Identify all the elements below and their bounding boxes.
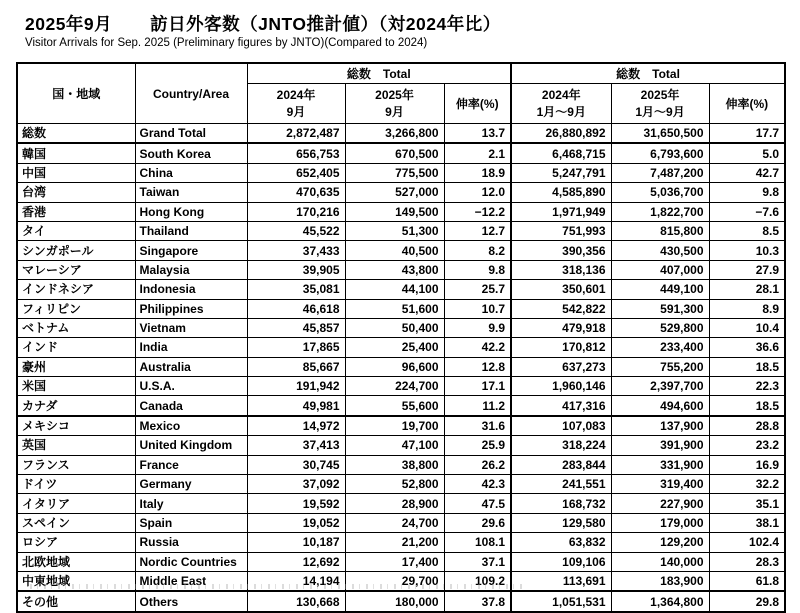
cum-2024-value: 318,136: [511, 260, 611, 279]
cum-2024-value: 417,316: [511, 396, 611, 416]
cum-growth-value: 42.7: [709, 163, 785, 182]
cum-2024-value: 113,691: [511, 571, 611, 591]
sep-2025-value: 38,800: [345, 455, 444, 474]
sep-2025-value: 3,266,800: [345, 124, 444, 144]
sep-2025-value: 50,400: [345, 318, 444, 337]
header-group-month-label: 総数 Total: [346, 67, 411, 81]
table-row: [17, 143, 785, 163]
region-name-en: Vietnam: [135, 318, 247, 337]
table-row: [17, 377, 785, 396]
cum-2024-value: 350,601: [511, 280, 611, 299]
sep-growth-value: 29.6: [444, 513, 511, 532]
table-row: [17, 416, 785, 436]
sep-growth-value: 18.9: [444, 163, 511, 182]
region-name-en: Thailand: [135, 221, 247, 240]
table-row: [17, 475, 785, 494]
cum-2025-value: 227,900: [611, 494, 709, 513]
region-name-en: France: [135, 455, 247, 474]
sep-growth-value: 26.2: [444, 455, 511, 474]
sep-2025-value: 43,800: [345, 260, 444, 279]
cum-2024-value: 241,551: [511, 475, 611, 494]
region-name-jp: カナダ: [17, 396, 135, 416]
region-name-en: Nordic Countries: [135, 552, 247, 571]
sep-2024-value: 652,405: [247, 163, 345, 182]
header-group-cumulative-total: [511, 63, 785, 84]
sep-growth-value: 12.7: [444, 221, 511, 240]
sep-2025-value: 21,200: [345, 533, 444, 552]
sep-growth-value: 13.7: [444, 124, 511, 144]
header-region-jp-label: 国・地域: [52, 87, 101, 101]
sep-2024-value: 85,667: [247, 357, 345, 376]
sep-growth-value: 42.3: [444, 475, 511, 494]
header-month-2024: [247, 84, 345, 124]
sep-2024-value: 49,981: [247, 396, 345, 416]
cum-2025-value: 2,397,700: [611, 377, 709, 396]
sep-2024-value: 39,905: [247, 260, 345, 279]
sep-growth-value: 37.1: [444, 552, 511, 571]
region-name-en: Italy: [135, 494, 247, 513]
table-row: [17, 202, 785, 221]
region-name-jp: ドイツ: [17, 475, 135, 494]
sep-growth-value: 12.8: [444, 357, 511, 376]
cum-growth-value: 36.6: [709, 338, 785, 357]
cum-2024-value: 1,051,531: [511, 591, 611, 611]
header-cum-2024-year: 2024年: [541, 87, 581, 102]
region-name-jp: イタリア: [17, 494, 135, 513]
table-row: [17, 513, 785, 532]
header-region-en-label: Country/Area: [152, 86, 229, 101]
region-name-jp: インドネシア: [17, 280, 135, 299]
sep-2024-value: 130,668: [247, 591, 345, 611]
sep-2025-value: 29,700: [345, 571, 444, 591]
cum-growth-value: 29.8: [709, 591, 785, 611]
cum-growth-value: 28.3: [709, 552, 785, 571]
cum-growth-value: 22.3: [709, 377, 785, 396]
cum-2025-value: 140,000: [611, 552, 709, 571]
header-group-cumulative-label: 総数 Total: [616, 67, 680, 81]
sep-2025-value: 224,700: [345, 377, 444, 396]
cum-2024-value: 107,083: [511, 416, 611, 436]
sep-2024-value: 45,857: [247, 318, 345, 337]
region-name-en: U.S.A.: [135, 377, 247, 396]
region-name-jp: ベトナム: [17, 318, 135, 337]
sep-2024-value: 2,872,487: [247, 124, 345, 144]
sep-2024-value: 12,692: [247, 552, 345, 571]
region-name-jp: インド: [17, 338, 135, 357]
cum-2024-value: 26,880,892: [511, 124, 611, 144]
cum-2024-value: 4,585,890: [511, 183, 611, 202]
cum-growth-value: 18.5: [709, 357, 785, 376]
cum-2025-value: 407,000: [611, 260, 709, 279]
cum-2025-value: 5,036,700: [611, 183, 709, 202]
region-name-jp: 香港: [17, 202, 135, 221]
region-name-en: Malaysia: [135, 260, 247, 279]
region-name-en: Philippines: [135, 299, 247, 318]
sep-2024-value: 17,865: [247, 338, 345, 357]
sep-2024-value: 19,592: [247, 494, 345, 513]
cum-2024-value: 6,468,715: [511, 143, 611, 163]
header-cum-2025-year: 2025年: [640, 87, 680, 102]
cum-2024-value: 318,224: [511, 436, 611, 455]
cum-2024-value: 479,918: [511, 318, 611, 337]
header-cum-2024: [511, 84, 611, 124]
cum-growth-value: 10.4: [709, 318, 785, 337]
cum-2024-value: 170,812: [511, 338, 611, 357]
sep-growth-value: 31.6: [444, 416, 511, 436]
sep-2025-value: 17,400: [345, 552, 444, 571]
cum-growth-value: 27.9: [709, 260, 785, 279]
cum-2025-value: 1,364,800: [611, 591, 709, 611]
table-row: [17, 183, 785, 202]
region-name-en: Spain: [135, 513, 247, 532]
region-name-jp: ロシア: [17, 533, 135, 552]
visitor-arrivals-table: [16, 62, 786, 613]
sep-growth-value: 2.1: [444, 143, 511, 163]
sep-2024-value: 37,092: [247, 475, 345, 494]
sep-2025-value: 25,400: [345, 338, 444, 357]
region-name-jp: 英国: [17, 436, 135, 455]
cum-2025-value: 391,900: [611, 436, 709, 455]
sep-2025-value: 96,600: [345, 357, 444, 376]
sep-growth-value: 25.9: [444, 436, 511, 455]
sep-growth-value: 9.8: [444, 260, 511, 279]
sep-2024-value: 14,972: [247, 416, 345, 436]
cum-growth-value: 8.5: [709, 221, 785, 240]
cum-2025-value: 137,900: [611, 416, 709, 436]
sep-2024-value: 35,081: [247, 280, 345, 299]
sep-growth-value: 109.2: [444, 571, 511, 591]
cum-growth-value: 32.2: [709, 475, 785, 494]
region-name-jp: マレーシア: [17, 260, 135, 279]
region-name-en: Taiwan: [135, 183, 247, 202]
header-cum-2025: [611, 84, 709, 124]
cum-2025-value: 1,822,700: [611, 202, 709, 221]
cum-2025-value: 7,487,200: [611, 163, 709, 182]
header-month-2025-year: 2025年: [375, 87, 414, 102]
cutoff-footnote-line: [30, 584, 522, 589]
sep-growth-value: 37.8: [444, 591, 511, 611]
region-name-jp: その他: [17, 591, 135, 611]
cum-2025-value: 31,650,500: [611, 124, 709, 144]
sep-2025-value: 24,700: [345, 513, 444, 532]
header-month-2024-month: 9月: [286, 104, 306, 119]
region-name-jp: メキシコ: [17, 416, 135, 436]
region-name-en: Germany: [135, 475, 247, 494]
sep-growth-value: 25.7: [444, 280, 511, 299]
header-month-2025-month: 9月: [385, 104, 404, 119]
sep-2025-value: 40,500: [345, 241, 444, 260]
cum-2024-value: 5,247,791: [511, 163, 611, 182]
header-cum-growth: [709, 84, 785, 124]
region-name-en: India: [135, 338, 247, 357]
table-row: [17, 280, 785, 299]
region-name-en: Grand Total: [135, 124, 247, 144]
sep-2025-value: 527,000: [345, 183, 444, 202]
sep-2025-value: 28,900: [345, 494, 444, 513]
page-title: [25, 11, 501, 36]
sep-growth-value: 47.5: [444, 494, 511, 513]
table-row: [17, 124, 785, 144]
sep-2025-value: 180,000: [345, 591, 444, 611]
cum-2024-value: 63,832: [511, 533, 611, 552]
sep-growth-value: 8.2: [444, 241, 511, 260]
cum-2025-value: 179,000: [611, 513, 709, 532]
region-name-jp: 台湾: [17, 183, 135, 202]
sep-growth-value: 11.2: [444, 396, 511, 416]
cum-2024-value: 751,993: [511, 221, 611, 240]
cum-2024-value: 1,971,949: [511, 202, 611, 221]
sep-growth-value: 42.2: [444, 338, 511, 357]
table-row: [17, 318, 785, 337]
region-name-en: South Korea: [135, 143, 247, 163]
cum-2024-value: 168,732: [511, 494, 611, 513]
sep-2024-value: 30,745: [247, 455, 345, 474]
region-name-jp: シンガポール: [17, 241, 135, 260]
cum-growth-value: 28.8: [709, 416, 785, 436]
sep-2025-value: 55,600: [345, 396, 444, 416]
sep-2024-value: 170,216: [247, 202, 345, 221]
header-cum-growth-label: 伸率(%): [725, 97, 769, 111]
cum-2024-value: 542,822: [511, 299, 611, 318]
cum-growth-value: 5.0: [709, 143, 785, 163]
cum-growth-value: 9.8: [709, 183, 785, 202]
sep-growth-value: 9.9: [444, 318, 511, 337]
table-row: [17, 163, 785, 182]
cum-growth-value: 28.1: [709, 280, 785, 299]
region-name-jp: スペイン: [17, 513, 135, 532]
table-header: [17, 63, 785, 124]
sep-2024-value: 191,942: [247, 377, 345, 396]
cum-2025-value: 233,400: [611, 338, 709, 357]
table-row: [17, 494, 785, 513]
cum-2025-value: 755,200: [611, 357, 709, 376]
sep-growth-value: 10.7: [444, 299, 511, 318]
header-cum-2024-range: 1月～9月: [536, 104, 586, 119]
sep-growth-value: −12.2: [444, 202, 511, 221]
cum-2025-value: 529,800: [611, 318, 709, 337]
cum-growth-value: 23.2: [709, 436, 785, 455]
cum-growth-value: 102.4: [709, 533, 785, 552]
cum-2025-value: 449,100: [611, 280, 709, 299]
header-month-growth-label: 伸率(%): [455, 97, 499, 111]
sep-2024-value: 37,413: [247, 436, 345, 455]
header-group-row: [17, 63, 785, 84]
cum-growth-value: 18.5: [709, 396, 785, 416]
region-name-jp: フランス: [17, 455, 135, 474]
cum-2025-value: 6,793,600: [611, 143, 709, 163]
region-name-jp: 総数: [17, 124, 135, 144]
title-date: 2025年9月: [25, 14, 113, 34]
cum-growth-value: 10.3: [709, 241, 785, 260]
sep-2024-value: 37,433: [247, 241, 345, 260]
region-name-jp: 豪州: [17, 357, 135, 376]
header-group-month-total: [247, 63, 511, 84]
cum-2024-value: 1,960,146: [511, 377, 611, 396]
region-name-jp: フィリピン: [17, 299, 135, 318]
sep-2025-value: 149,500: [345, 202, 444, 221]
sep-growth-value: 12.0: [444, 183, 511, 202]
sep-2025-value: 775,500: [345, 163, 444, 182]
region-name-en: China: [135, 163, 247, 182]
table-row: [17, 552, 785, 571]
header-cum-2025-range: 1月～9月: [635, 104, 685, 119]
sep-2024-value: 14,194: [247, 571, 345, 591]
cum-growth-value: 61.8: [709, 571, 785, 591]
region-name-jp: タイ: [17, 221, 135, 240]
region-name-en: Canada: [135, 396, 247, 416]
region-name-jp: 米国: [17, 377, 135, 396]
sep-2025-value: 47,100: [345, 436, 444, 455]
sep-2025-value: 51,600: [345, 299, 444, 318]
cum-growth-value: 8.9: [709, 299, 785, 318]
table-row: [17, 533, 785, 552]
region-name-en: Others: [135, 591, 247, 611]
region-name-jp: 北欧地域: [17, 552, 135, 571]
cum-2025-value: 591,300: [611, 299, 709, 318]
cum-2025-value: 129,200: [611, 533, 709, 552]
cum-growth-value: 35.1: [709, 494, 785, 513]
table-row: [17, 299, 785, 318]
cum-2024-value: 390,356: [511, 241, 611, 260]
region-name-en: Singapore: [135, 241, 247, 260]
cum-2025-value: 331,900: [611, 455, 709, 474]
table-row: [17, 396, 785, 416]
table-row: [17, 260, 785, 279]
header-month-growth: [444, 84, 511, 124]
region-name-en: Mexico: [135, 416, 247, 436]
table-row: [17, 436, 785, 455]
cum-2024-value: 129,580: [511, 513, 611, 532]
sep-growth-value: 17.1: [444, 377, 511, 396]
cum-2024-value: 109,106: [511, 552, 611, 571]
region-name-en: Australia: [135, 357, 247, 376]
region-name-en: Hong Kong: [135, 202, 247, 221]
header-region-jp: [17, 63, 135, 124]
sep-2024-value: 10,187: [247, 533, 345, 552]
sep-2024-value: 470,635: [247, 183, 345, 202]
region-name-jp: 中東地域: [17, 571, 135, 591]
cum-growth-value: 38.1: [709, 513, 785, 532]
table-row: [17, 455, 785, 474]
region-name-en: Indonesia: [135, 280, 247, 299]
cum-2025-value: 430,500: [611, 241, 709, 260]
region-name-en: United Kingdom: [135, 436, 247, 455]
table-row: [17, 241, 785, 260]
sep-2025-value: 52,800: [345, 475, 444, 494]
header-month-2024-year: 2024年: [276, 87, 316, 102]
sep-2025-value: 670,500: [345, 143, 444, 163]
sep-2025-value: 44,100: [345, 280, 444, 299]
sep-2024-value: 656,753: [247, 143, 345, 163]
cum-growth-value: 16.9: [709, 455, 785, 474]
region-name-jp: 韓国: [17, 143, 135, 163]
cum-2024-value: 283,844: [511, 455, 611, 474]
sep-2024-value: 46,618: [247, 299, 345, 318]
table-row: [17, 591, 785, 611]
cum-2025-value: 494,600: [611, 396, 709, 416]
cum-growth-value: 17.7: [709, 124, 785, 144]
cum-2025-value: 815,800: [611, 221, 709, 240]
table-row: [17, 338, 785, 357]
header-region-en: [135, 63, 247, 124]
sep-2024-value: 45,522: [247, 221, 345, 240]
region-name-en: Russia: [135, 533, 247, 552]
region-name-en: Middle East: [135, 571, 247, 591]
cum-2024-value: 637,273: [511, 357, 611, 376]
region-name-jp: 中国: [17, 163, 135, 182]
cum-growth-value: −7.6: [709, 202, 785, 221]
table-row: [17, 221, 785, 240]
sep-growth-value: 108.1: [444, 533, 511, 552]
cum-2025-value: 183,900: [611, 571, 709, 591]
sep-2024-value: 19,052: [247, 513, 345, 532]
page-subtitle: Visitor Arrivals for Sep. 2025 (Preliminary figures by JNTO)(Compared to 2024): [25, 37, 428, 49]
cum-2025-value: 319,400: [611, 475, 709, 494]
table-row: [17, 357, 785, 376]
header-month-2025: [345, 84, 444, 124]
sep-2025-value: 51,300: [345, 221, 444, 240]
title-main: 訪日外客数（JNTO推計値）（対2024年比）: [150, 14, 501, 34]
table-body: [17, 124, 785, 612]
sep-2025-value: 19,700: [345, 416, 444, 436]
